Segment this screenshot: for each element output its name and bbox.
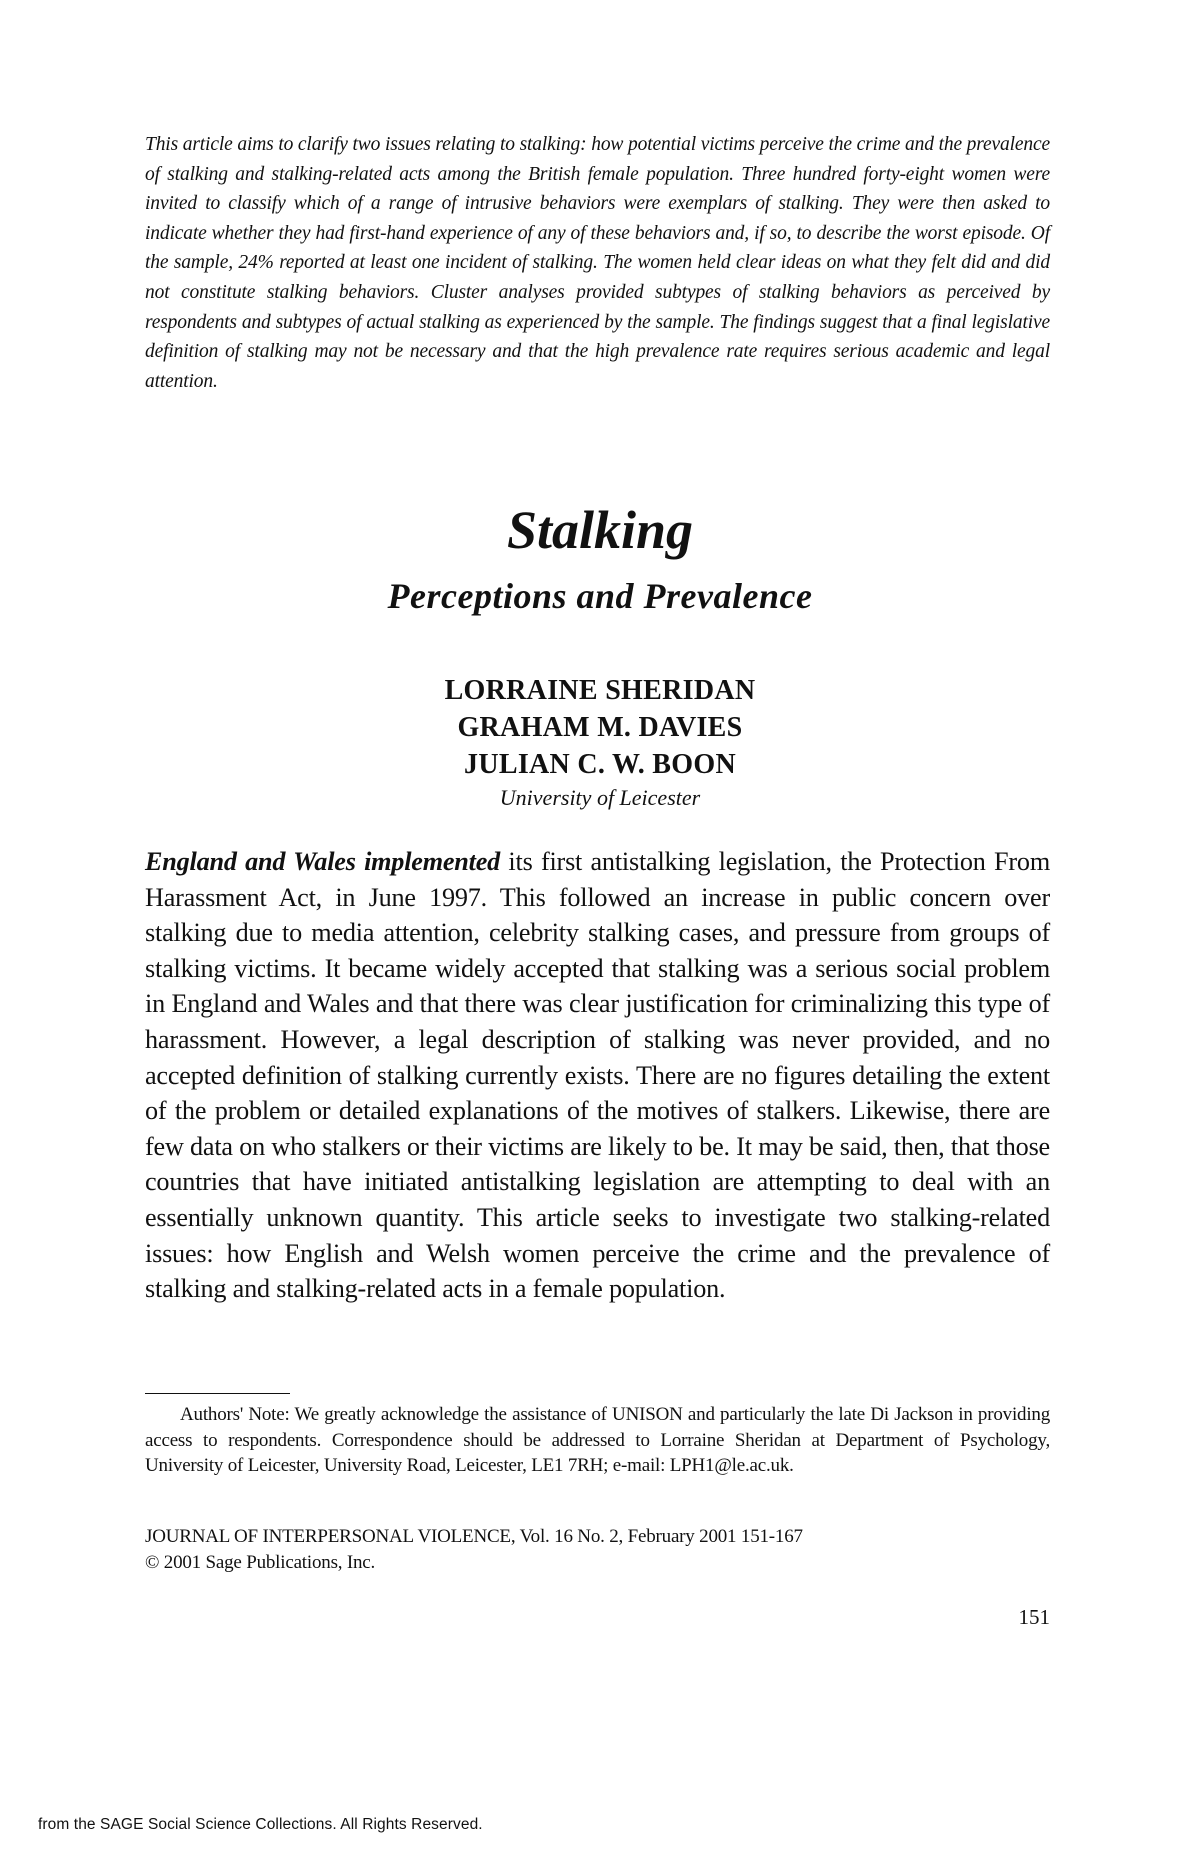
article-subtitle: Perceptions and Prevalence (387, 576, 813, 616)
collection-footer: from the SAGE Social Science Collections. All Rights Reserved. (38, 1816, 483, 1833)
author-block (0, 672, 1200, 813)
authors-note: Authors' Note: We greatly acknowledge the assistance of UNISON and particularly the late Di Jackson in providing access to respondents. Correspondence should be addressed to Lorraine Sheridan at Department of Psychology, University of Leicester, University Road, Leicester, LE1 7RH; e-mail: LPH1@le.ac.uk. (145, 1404, 1050, 1477)
copyright-line: © 2001 Sage Publications, Inc. (145, 1552, 376, 1573)
author-name: JULIAN C. W. BOON (464, 749, 736, 780)
author-name: GRAHAM M. DAVIES (457, 712, 743, 743)
body-paragraph-text: its first antistalking legislation, the Protection From Harassment Act, in June 1997. This followed an increase in public concern over stalking due to media attention, celebrity stalking cases, and pressure from groups of stalking victims. It became widely accepted that stalking was a serious social problem in England and Wales and that there was clear justification for criminalizing this type of harassment. However, a legal description of stalking was never provided, and no accepted definition of stalking currently exists. There are no figures detailing the extent of the problem or detailed explanations of the motives of stalkers. Likewise, there are few data on who stalkers or their victims are likely to be. It may be said, then, that those countries that have initiated antistalking legislation are attempting to deal with an essentially unknown quantity. This article seeks to investigate two stalking-related issues: how English and Welsh women perceive the crime and the prevalence of stalking and stalking-related acts in a female population. (145, 847, 1050, 1304)
body-paragraph (145, 844, 1050, 1307)
page-number: 151 (1018, 1605, 1050, 1629)
journal-citation-block (145, 1524, 1050, 1576)
lead-in-phrase: England and Wales implemented (145, 847, 501, 876)
footnote-divider (145, 1393, 290, 1394)
author-affiliation: University of Leicester (499, 785, 701, 810)
journal-citation: JOURNAL OF INTERPERSONAL VIOLENCE, Vol. 16 No. 2, February 2001 151-167 (145, 1526, 803, 1547)
author-name: LORRAINE SHERIDAN (444, 675, 756, 706)
abstract: This article aims to clarify two issues relating to stalking: how potential victims perceive the crime and the prevalence of stalking and stalking-related acts among the British female population. Three hundred forty-eight women were invited to classify which of a range of intrusive behaviors were exemplars of stalking. They were then asked to indicate whether they had first-hand experience of any of these behaviors and, if so, to describe the worst episode. Of the sample, 24% reported at least one incident of stalking. The women held clear ideas on what they felt did and did not constitute stalking behaviors. Cluster analyses provided subtypes of stalking behaviors as perceived by respondents and subtypes of actual stalking as experienced by the sample. The findings suggest that a final legislative definition of stalking may not be necessary and that the high prevalence rate requires serious academic and legal attention. (145, 134, 1050, 392)
article-title: Stalking (506, 500, 694, 560)
